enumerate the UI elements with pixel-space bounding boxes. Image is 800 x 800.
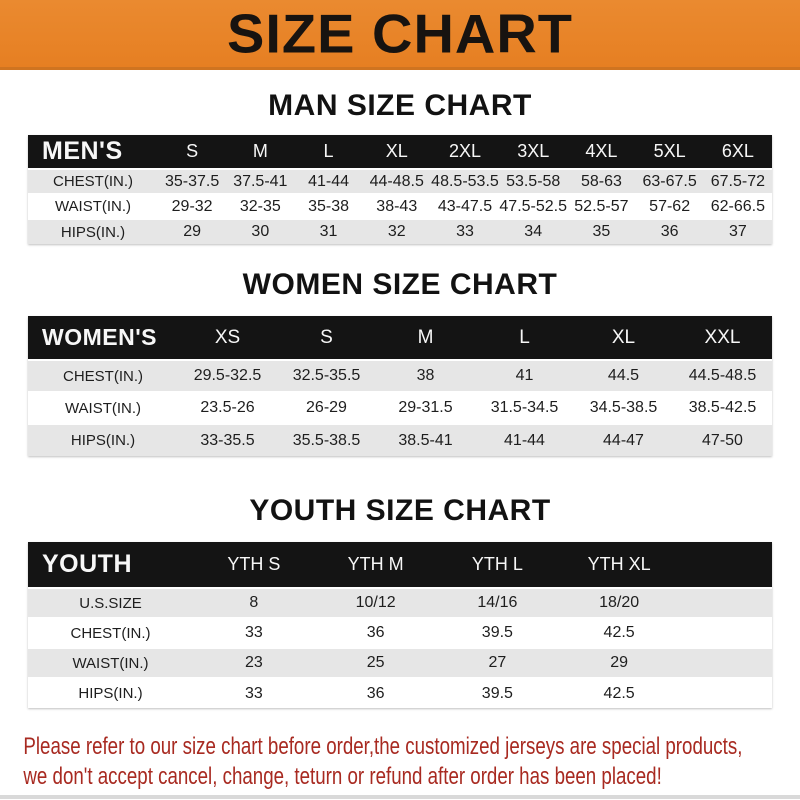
disclaimer-line: we don't accept cancel, change, teturn or refund after order has been placed! [23,763,662,790]
row-label: WAIST(IN.) [28,194,158,219]
row-label: U.S.SIZE [28,588,193,618]
row-label: WAIST(IN.) [28,392,178,424]
disclaimer-line: Please refer to our size chart before order,the customized jerseys are special products, [23,733,743,760]
size-value: 57-62 [636,194,704,219]
row-label: HIPS(IN.) [28,678,193,708]
table-corner-label: MEN'S [28,135,158,169]
spacer-cell [680,648,772,678]
size-value: 39.5 [437,618,559,648]
size-chart-banner [0,0,800,70]
youth-size-table [28,542,772,708]
column-header: M [226,135,294,169]
size-value: 29.5-32.5 [178,360,277,392]
column-header: YTH XL [558,542,680,588]
size-value: 31.5-34.5 [475,392,574,424]
size-value: 30 [226,219,294,244]
size-value: 47-50 [673,424,772,456]
size-value: 35-37.5 [158,169,226,194]
youth-section-heading: YOUTH SIZE CHART [249,494,551,527]
size-value: 38-43 [363,194,431,219]
size-value: 35.5-38.5 [277,424,376,456]
size-value: 18/20 [558,588,680,618]
men-size-table [28,135,772,244]
size-value: 41-44 [475,424,574,456]
size-value: 53.5-58 [499,169,567,194]
size-value: 29 [558,648,680,678]
size-value: 44.5 [574,360,673,392]
size-value: 34.5-38.5 [574,392,673,424]
size-value: 32.5-35.5 [277,360,376,392]
size-value: 48.5-53.5 [431,169,499,194]
size-value: 44-48.5 [363,169,431,194]
size-value: 23 [193,648,315,678]
size-value: 67.5-72 [704,169,772,194]
column-header: YTH S [193,542,315,588]
size-value: 52.5-57 [567,194,635,219]
table-corner-label: WOMEN'S [28,316,178,360]
size-value: 32 [363,219,431,244]
size-value: 23.5-26 [178,392,277,424]
size-value: 10/12 [315,588,437,618]
column-header: XL [363,135,431,169]
size-value: 58-63 [567,169,635,194]
column-header: M [376,316,475,360]
size-value: 39.5 [437,678,559,708]
size-value: 44.5-48.5 [673,360,772,392]
spacer-cell [680,618,772,648]
size-value: 42.5 [558,678,680,708]
disclaimer-text [0,732,772,792]
women-size-table [28,316,772,456]
size-value: 44-47 [574,424,673,456]
column-header: XXL [673,316,772,360]
row-label: HIPS(IN.) [28,424,178,456]
size-value: 37.5-41 [226,169,294,194]
column-header: 5XL [636,135,704,169]
size-value: 33 [193,618,315,648]
size-value: 33 [193,678,315,708]
column-header: L [475,316,574,360]
size-value: 33 [431,219,499,244]
spacer-cell [680,678,772,708]
size-value: 34 [499,219,567,244]
row-label: WAIST(IN.) [28,648,193,678]
column-header: 4XL [567,135,635,169]
size-value: 27 [437,648,559,678]
column-header: 2XL [431,135,499,169]
bottom-divider [0,795,800,799]
size-value: 43-47.5 [431,194,499,219]
size-value: 26-29 [277,392,376,424]
size-value: 25 [315,648,437,678]
size-value: 62-66.5 [704,194,772,219]
size-value: 42.5 [558,618,680,648]
column-header: YTH M [315,542,437,588]
column-header: L [294,135,362,169]
row-label: CHEST(IN.) [28,618,193,648]
column-header: XL [574,316,673,360]
size-value: 63-67.5 [636,169,704,194]
size-value: 33-35.5 [178,424,277,456]
size-value: 29 [158,219,226,244]
page-title: SIZE CHART [227,2,573,65]
column-header: S [277,316,376,360]
table-corner-label: YOUTH [28,542,193,588]
size-value: 47.5-52.5 [499,194,567,219]
size-value: 41 [475,360,574,392]
size-value: 38.5-41 [376,424,475,456]
row-label: CHEST(IN.) [28,169,158,194]
size-value: 38 [376,360,475,392]
men-section-heading: MAN SIZE CHART [268,89,532,122]
row-label: HIPS(IN.) [28,219,158,244]
column-header: YTH L [437,542,559,588]
size-value: 32-35 [226,194,294,219]
spacer-cell [680,588,772,618]
women-section-heading: WOMEN SIZE CHART [242,268,558,301]
size-value: 29-31.5 [376,392,475,424]
column-header: S [158,135,226,169]
size-value: 38.5-42.5 [673,392,772,424]
size-value: 37 [704,219,772,244]
size-value: 35-38 [294,194,362,219]
size-value: 8 [193,588,315,618]
row-label: CHEST(IN.) [28,360,178,392]
size-value: 36 [636,219,704,244]
column-header: 6XL [704,135,772,169]
size-value: 36 [315,678,437,708]
column-header: 3XL [499,135,567,169]
size-value: 29-32 [158,194,226,219]
spacer-cell [680,542,772,588]
size-value: 41-44 [294,169,362,194]
size-value: 14/16 [437,588,559,618]
size-value: 31 [294,219,362,244]
size-value: 36 [315,618,437,648]
column-header: XS [178,316,277,360]
size-value: 35 [567,219,635,244]
